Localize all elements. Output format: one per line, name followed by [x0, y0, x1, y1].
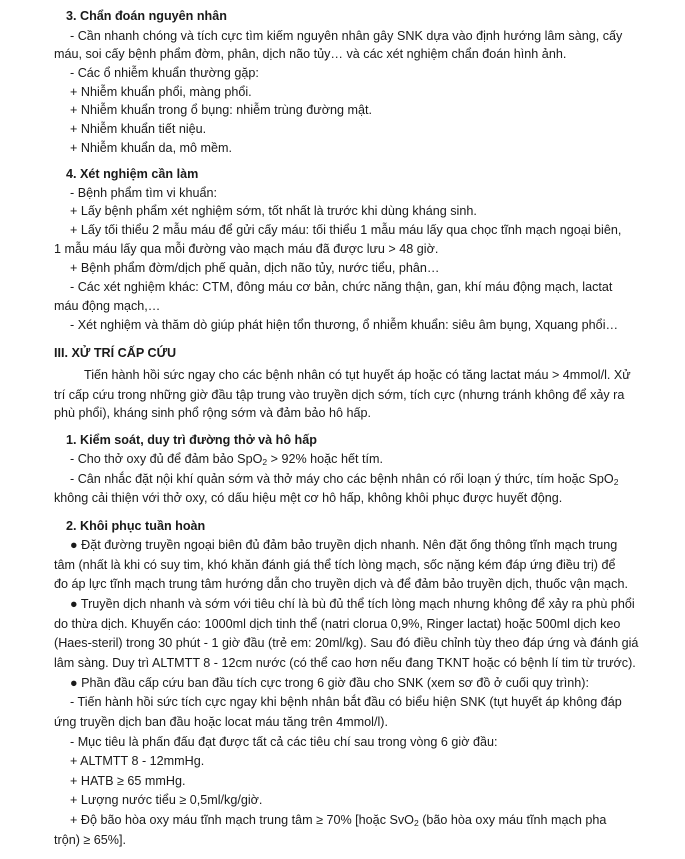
list-item: + Lấy bệnh phẩm xét nghiệm sớm, tốt nhất là trước khi dùng kháng sinh. — [70, 204, 477, 219]
list-item: 1 mẫu máu lấy qua mỗi đường vào mạch máu đã được lưu > 48 giờ. — [54, 241, 439, 256]
bullet-line: ● Phần đầu cấp cứu ban đầu tích cực trong 6 giờ đầu cho SNK (xem sơ đồ ở cuối quy trình): — [70, 675, 589, 690]
bullet-line: do thừa dịch. Khuyến cáo: 1000ml dịch tinh thể (natri clorua 0,9%, Ringer lactat) hoặc 500ml dịch keo — [54, 616, 621, 631]
bullet-line: (Haes-steril) trong 30 phút - 1 giờ đầu (trẻ em: 20ml/kg). Sau đó điều chỉnh tùy theo đáp ứng và đánh giá — [54, 636, 639, 651]
list-item: trộn) ≥ 65%]. — [54, 832, 127, 847]
section-4-title: 4. Xét nghiệm cần làm — [66, 167, 199, 181]
list-item: + Nhiễm khuẩn da, mô mềm. — [70, 140, 233, 155]
section-III-title: III. XỬ TRÍ CẤP CỨU — [54, 345, 177, 360]
paragraph-line: Tiến hành hồi sức ngay cho các bệnh nhân có tụt huyết áp hoặc có tăng lactat máu > 4mmol/l. Xử — [84, 368, 631, 383]
list-item: + Nhiễm khuẩn phổi, màng phổi. — [70, 84, 252, 99]
bullet-line: lâm sàng. Duy trì ALTMTT 8 - 12cm nước (có thể cao hơn nếu đang TKNT hoặc có bệnh lí tim từ trước). — [54, 656, 636, 671]
paragraph-line: không cải thiện với thở oxy, có dấu hiệu mệt cơ hô hấp, không khôi phục được huyết động. — [54, 490, 563, 505]
paragraph-line: - Cho thở oxy đủ để đảm bảo SpO$_2$ > 92% hoặc hết tím. — [70, 452, 383, 468]
paragraph-line: máu động mạch,… — [54, 298, 161, 313]
bullet-line: ● Đặt đường truyền ngoại biên đủ đảm bảo truyền dịch nhanh. Nên đặt ống thông tĩnh mạch trung — [70, 538, 618, 553]
paragraph-line: ứng truyền dịch ban đầu hoặc locat máu tăng trên 4mmol/l). — [54, 714, 388, 729]
list-item: + Độ bão hòa oxy máu tĩnh mạch trung tâm ≥ 70% [hoặc SvO$_2$ (bão hòa oxy máu tĩnh mạch pha — [70, 813, 607, 829]
section-1-title: 1. Kiểm soát, duy trì đường thở và hô hấp — [66, 432, 317, 447]
paragraph-line: phù phổi), kháng sinh phổ rộng sớm và đảm bảo hô hấp. — [54, 406, 372, 421]
bullet-line: tâm (nhất là khi có suy tim, khó khăn đánh giá thể tích lòng mạch, sốc nặng kém đáp ứng điều trị) để — [54, 557, 616, 572]
list-item: + Nhiễm khuẩn tiết niệu. — [70, 122, 207, 137]
section-2-title: 2. Khôi phục tuần hoàn — [66, 518, 206, 533]
paragraph-line: - Xét nghiệm và thăm dò giúp phát hiện tổn thương, ổ nhiễm khuẩn: siêu âm bụng, Xquang phổi… — [70, 317, 619, 332]
list-item: + HATB ≥ 65 mmHg. — [70, 773, 186, 788]
list-item: + Nhiễm khuẩn trong ổ bụng: nhiễm trùng đường mật. — [70, 103, 372, 118]
paragraph-line: - Các ổ nhiễm khuẩn thường gặp: — [70, 66, 259, 81]
section-3-title: 3. Chẩn đoán nguyên nhân — [66, 9, 227, 23]
paragraph-line: - Cần nhanh chóng và tích cực tìm kiếm nguyên nhân gây SNK dựa vào định hướng lâm sàng, cấy — [70, 28, 623, 43]
bullet-line: đo áp lực tĩnh mạch trung tâm hướng dẫn cho truyền dịch và để đảm bảo truyền dịch, thuốc vận mạch. — [54, 577, 628, 592]
list-item: + Lấy tối thiểu 2 mẫu máu để gửi cấy máu: tối thiểu 1 mẫu máu lấy qua chọc tĩnh mạch ngoại biên, — [70, 223, 622, 238]
list-item: + Lượng nước tiểu ≥ 0,5ml/kg/giờ. — [70, 793, 263, 808]
paragraph-line: - Các xét nghiệm khác: CTM, đông máu cơ bản, chức năng thận, gan, khí máu động mạch, lactat — [70, 280, 613, 295]
paragraph-line: - Cân nhắc đặt nội khí quản sớm và thở máy cho các bệnh nhân có rối loạn ý thức, tím hoặc SpO$_2$ — [70, 471, 619, 487]
list-item: + ALTMTT 8 - 12mmHg. — [70, 754, 205, 769]
list-item: + Bệnh phẩm đờm/dịch phế quản, dịch não tủy, nước tiểu, phân… — [70, 260, 440, 275]
bullet-line: ● Truyền dịch nhanh và sớm với tiêu chí là bù đủ thể tích lòng mạch nhưng không để xảy ra phù phổi — [70, 597, 635, 612]
paragraph-line: - Mục tiêu là phấn đấu đạt được tất cả các tiêu chí sau trong vòng 6 giờ đầu: — [70, 734, 498, 749]
paragraph-line: - Bệnh phẩm tìm vi khuẩn: — [70, 185, 217, 200]
paragraph-line: máu, soi cấy bệnh phẩm đờm, phân, dịch não tủy… và các xét nghiệm chẩn đoán hình ảnh. — [54, 47, 567, 62]
paragraph-line: trí cấp cứu trong những giờ đầu tập trung vào truyền dịch sớm, tích cực (nhưng tránh không để xảy ra — [54, 387, 625, 402]
paragraph-line: - Tiến hành hồi sức tích cực ngay khi bệnh nhân bắt đầu có biểu hiện SNK (tụt huyết áp không đáp — [70, 695, 622, 710]
